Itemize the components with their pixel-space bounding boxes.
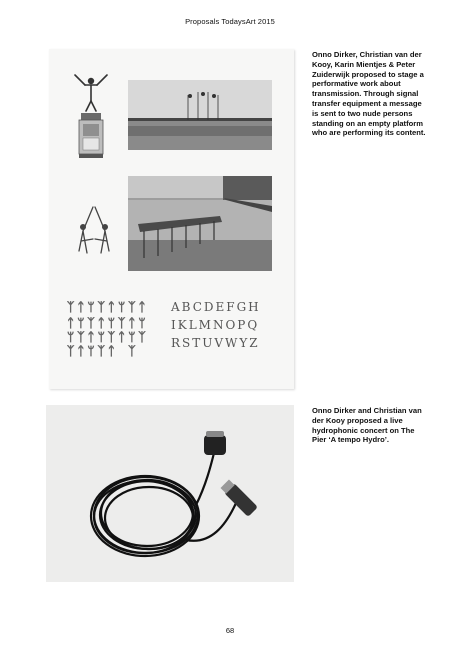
svg-text:ᛘᛉᛏᛘᛉᛏᛘᛉ: ᛘᛉᛏᛘᛉᛏᛘᛉ bbox=[67, 330, 149, 344]
pier-photo bbox=[128, 176, 272, 271]
svg-text:ᛉᛏᛘᛉᛏᛘᛉᛏ: ᛉᛏᛘᛉᛏᛘᛉᛏ bbox=[67, 300, 149, 314]
platform-photo bbox=[128, 80, 272, 150]
page-number: 68 bbox=[225, 626, 235, 635]
semaphore-figure-icon bbox=[67, 297, 277, 357]
svg-text:ᛏᛘᛉᛏᛘᛉᛏᛘ: ᛏᛘᛉᛏᛘᛉᛏᛘ bbox=[67, 316, 149, 330]
dancers-icon bbox=[73, 201, 115, 265]
svg-text:RSTUVWYZ: RSTUVWYZ bbox=[171, 336, 260, 350]
svg-text:IKLMNOPQ: IKLMNOPQ bbox=[171, 318, 260, 332]
caption-transmission: Onno Dirker, Christian van der Kooy, Karin Mientjes & Peter Zuiderwijk proposed to stage a performative work about transmission. Through signal transfer equipment a message is sent to two nude persons standing on an empty platform who are performing its content. bbox=[312, 50, 426, 138]
collage-sheet bbox=[49, 49, 294, 389]
hydrophone-cable-icon bbox=[46, 405, 294, 582]
kiosk-icon bbox=[71, 71, 111, 161]
svg-text:ABCDEFGH: ABCDEFGH bbox=[171, 300, 261, 314]
hydrophone-photo bbox=[46, 405, 294, 582]
page-header: Proposals TodaysArt 2015 bbox=[185, 17, 275, 26]
caption-hydrophonic-concert: Onno Dirker and Christian van der Kooy proposed a live hydrophonic concert on The Pier ‘A tempo Hydro’. bbox=[312, 406, 422, 445]
svg-text:ᛉᛏᛘᛉᛏ ᛉ: ᛉᛏᛘᛉᛏ ᛉ bbox=[67, 344, 139, 357]
